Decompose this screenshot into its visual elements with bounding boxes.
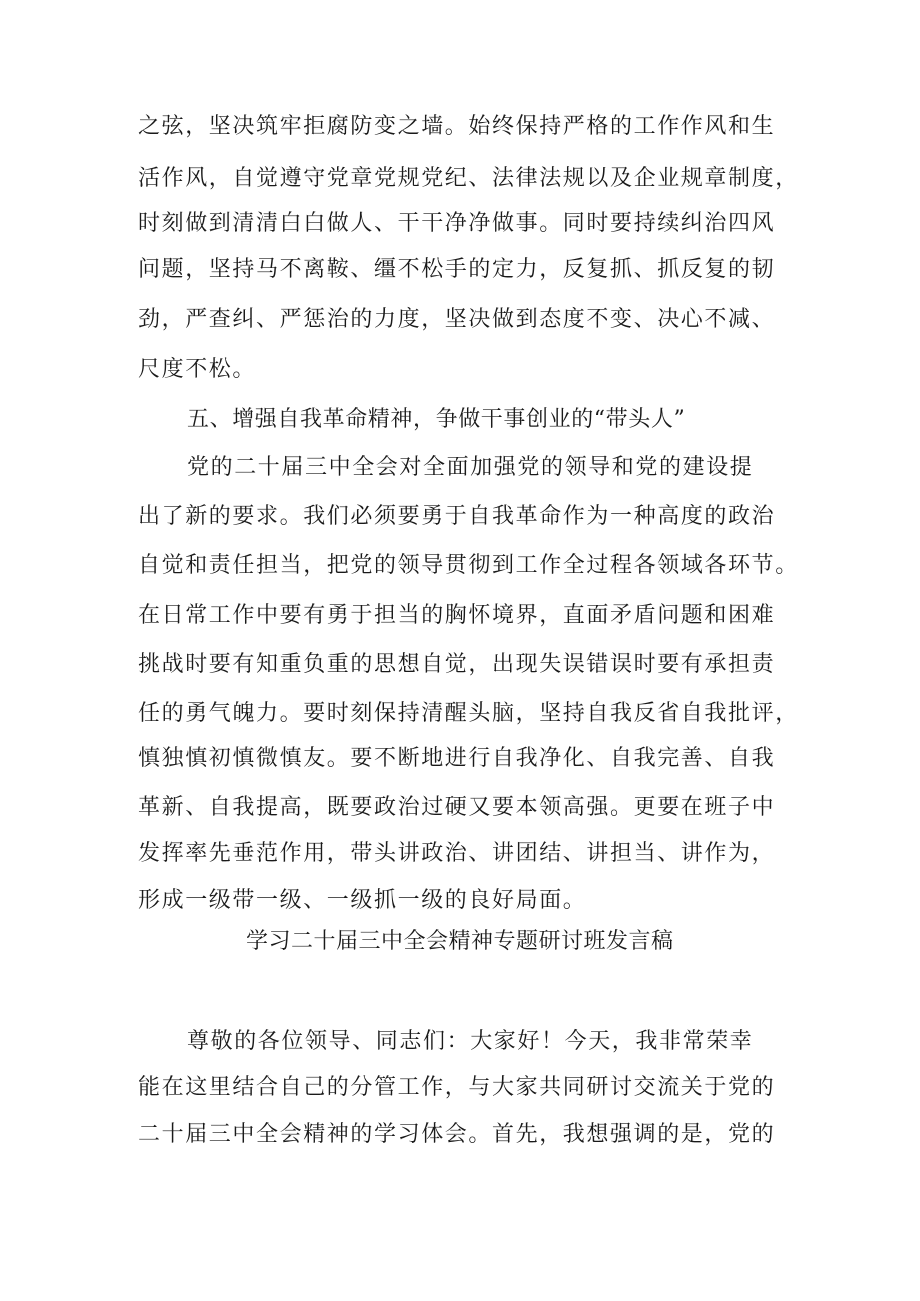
paragraph-line: 劲，严查纠、严惩治的力度，坚决做到态度不变、决心不减、 [138,307,776,332]
paragraph-line: 革新、自我提高，既要政治过硬又要本领高强。更要在班子中 [138,795,776,820]
paragraph-line: 在日常工作中要有勇于担当的胸怀境界，直面矛盾问题和困难 [138,603,776,628]
paragraph-line: 任的勇气魄力。要时刻保持清醒头脑，坚持自我反省自我批评， [138,701,799,726]
paragraph-line: 问题，坚持马不离鞍、缰不松手的定力，反复抓、抓反复的韧 [138,257,776,282]
paragraph-line: 二十届三中全会精神的学习体会。首先，我想强调的是，党的 [138,1122,776,1147]
paragraph-line: 党的二十届三中全会对全面加强党的领导和党的建设提 [187,455,754,480]
paragraph-line: 发挥率先垂范作用，带头讲政治、讲团结、讲担当、讲作为， [138,841,776,866]
paragraph-line: 活作风，自觉遵守党章党规党纪、法律法规以及企业规章制度， [138,166,799,191]
paragraph-line: 形成一级带一级、一级抓一级的良好局面。 [138,888,587,913]
paragraph-line: 出了新的要求。我们必须要勇于自我革命作为一种高度的政治 [138,504,776,529]
paragraph-line: 慎独慎初慎微慎友。要不断地进行自我净化、自我完善、自我 [138,746,776,771]
paragraph-line: 自觉和责任担当，把党的领导贯彻到工作全过程各领域各环节。 [138,553,799,578]
paragraph-line: 尺度不松。 [138,357,257,382]
section-heading: 五、增强自我革命精神，争做干事创业的“带头人” [187,407,686,432]
paragraph-line: 挑战时要有知重负重的思想自觉，出现失误错误时要有承担责 [138,652,776,677]
article-title: 学习二十届三中全会精神专题研讨班发言稿 [246,929,674,954]
paragraph-line: 时刻做到清清白白做人、干干净净做事。同时要持续纠治四风 [138,211,776,236]
paragraph-line: 之弦，坚决筑牢拒腐防变之墙。始终保持严格的工作作风和生 [138,114,776,139]
paragraph-line: 尊敬的各位领导、同志们：大家好！今天，我非常荣幸 [187,1029,754,1054]
paragraph-line: 能在这里结合自己的分管工作，与大家共同研讨交流关于党的 [138,1075,776,1100]
